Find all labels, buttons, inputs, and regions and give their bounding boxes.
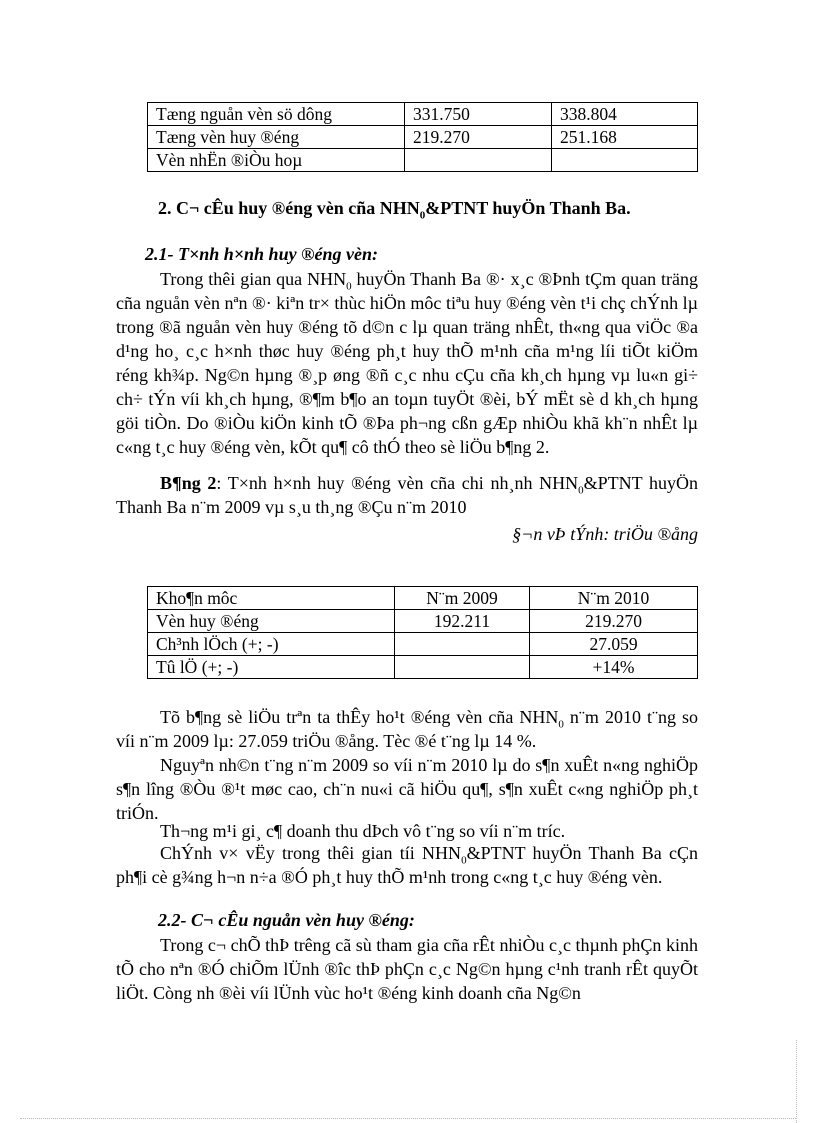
paragraph: Trong c¬ chÕ thÞ trêng cã sù tham gia cña rÊt nhiÒu c¸c thµnh phÇn kinh tÕ cho nªn ®Ó chiÕm lÜnh ®îc thÞ phÇn c¸c Ng©n hµng c¹nh tranh rÊt quyÕt liÖt. Còng nh ®èi víi lÜnh vùc ho¹t ®éng kinh doanh cña Ng©n [116, 935, 698, 1003]
page-right-border [796, 1040, 797, 1123]
table-cell [395, 633, 530, 656]
paragraph: Nguyªn nh©n t¨ng n¨m 2009 so víi n¨m 2010 lµ do s¶n xuÊt n«ng nghiÖp s¶n lîng ®Òu ®¹t møc cao, ch¨n nu«i cã hiÖu qu¶, s¶n xuÊt c«ng nghiÖp ph¸t triÓn. [116, 755, 698, 823]
table-row [148, 656, 698, 679]
unit-note: §¬n vÞ tÝnh: triÖu ®ång [512, 524, 698, 544]
table-cell: Tû lÖ (+; -) [148, 656, 395, 679]
table-cell: Vèn nhËn ®iÒu hoµ [148, 149, 405, 172]
table-row [148, 103, 698, 126]
table-cell [395, 656, 530, 679]
paragraph: ChÝnh v× vËy trong thêi gian tíi $NHN_0\&PTNT$ huyÖn Thanh Ba cÇn ph¶i cè g¾ng h¬n n÷a ®Ó ph¸t huy thÕ m¹nh trong c«ng t¸c huy ®éng vèn. [116, 843, 698, 887]
table-header-cell: N¨m 2010 [530, 587, 698, 610]
table-row [148, 633, 698, 656]
table-cell: +14% [530, 656, 698, 679]
table-cell [405, 149, 552, 172]
section-2-2-heading: 2.2- C¬ cÊu nguån vèn huy ®éng: [158, 910, 415, 930]
table-cell: 27.059 [530, 633, 698, 656]
table-row [148, 126, 698, 149]
table-cell: 192.211 [395, 610, 530, 633]
paragraph: Tõ b¶ng sè liÖu trªn ta thÊy ho¹t ®éng vèn cña $NHN_0$ n¨m 2010 t¨ng so víi n¨m 2009 lµ: 27.059 triÖu ®ång. Tèc ®é t¨ng lµ 14 %. [116, 707, 699, 751]
table-cell [552, 149, 698, 172]
table-header-cell: N¨m 2009 [395, 587, 530, 610]
table-row [148, 149, 698, 172]
section-2-heading: 2. C¬ cÊu huy ®éng vèn cña $NHN_0\&PTNT$ huyÖn Thanh Ba. [158, 198, 631, 222]
table-cell: Ch³nh lÖch (+; -) [148, 633, 395, 656]
table-cell: 251.168 [552, 126, 698, 149]
table-cell: Tæng vèn huy ®éng [148, 126, 405, 149]
table-cell: 338.804 [552, 103, 698, 126]
table-cell: Vèn huy ®éng [148, 610, 395, 633]
table-cell: 219.270 [530, 610, 698, 633]
table-row [148, 610, 698, 633]
paragraph: Trong thêi gian qua $NHN_0$ huyÖn Thanh Ba ®· x¸c ®Þnh tÇm quan träng cña nguån vèn nªn ®· kiªn tr× thùc hiÖn môc tiªu huy ®éng vèn t¹i chç chÝnh lµ trong ®ã nguån vèn huy ®éng tõ d©n c lµ quan träng nhÊt, th«ng qua viÖc ®a d¹ng ho¸ c¸c h×nh thøc huy ®éng ph¸t huy thÕ m¹nh cña m¹ng líi tiÕt kiÖm réng kh¾p. Ng©n hµng ®¸p øng ®ñ c¸c nhu cÇu cña kh¸ch hµng vµ lu«n gi÷ ch÷ tÝn víi kh¸ch hµng, ®¶m b¶o an toµn tuyÖt ®èi, bÝ mËt sè d kh¸ch hµng göi tiÒn. Do ®iÒu kiÖn kinh tÕ ®Þa ph¬ng cßn gÆp nhiÒu khã kh¨n nhÊt lµ c«ng t¸c huy ®éng vèn, kÕt qu¶ cô thÓ theo sè liÖu b¶ng 2. [116, 269, 698, 457]
table-cell: 219.270 [405, 126, 552, 149]
table-caption: B¶ng 2: T×nh h×nh huy ®éng vèn cña chi nh¸nh $NHN_0\&PTNT$ huyÖn Thanh Ba n¨m 2009 vµ s¸u th¸ng ®Çu n¨m 2010 [116, 473, 698, 517]
capital-summary-table [147, 102, 698, 172]
table-cell: 331.750 [405, 103, 552, 126]
capital-mobilization-table [147, 586, 698, 679]
table-header-row [148, 587, 698, 610]
table-header-cell: Kho¶n môc [148, 587, 395, 610]
table-cell: Tæng nguån vèn sö dông [148, 103, 405, 126]
page-bottom-border [20, 1118, 796, 1119]
section-2-1-heading: 2.1- T×nh h×nh huy ®éng vèn: [145, 244, 378, 264]
paragraph: Th¬ng m¹i gi¸ c¶ doanh thu dÞch vô t¨ng so víi n¨m tríc. [160, 821, 566, 841]
